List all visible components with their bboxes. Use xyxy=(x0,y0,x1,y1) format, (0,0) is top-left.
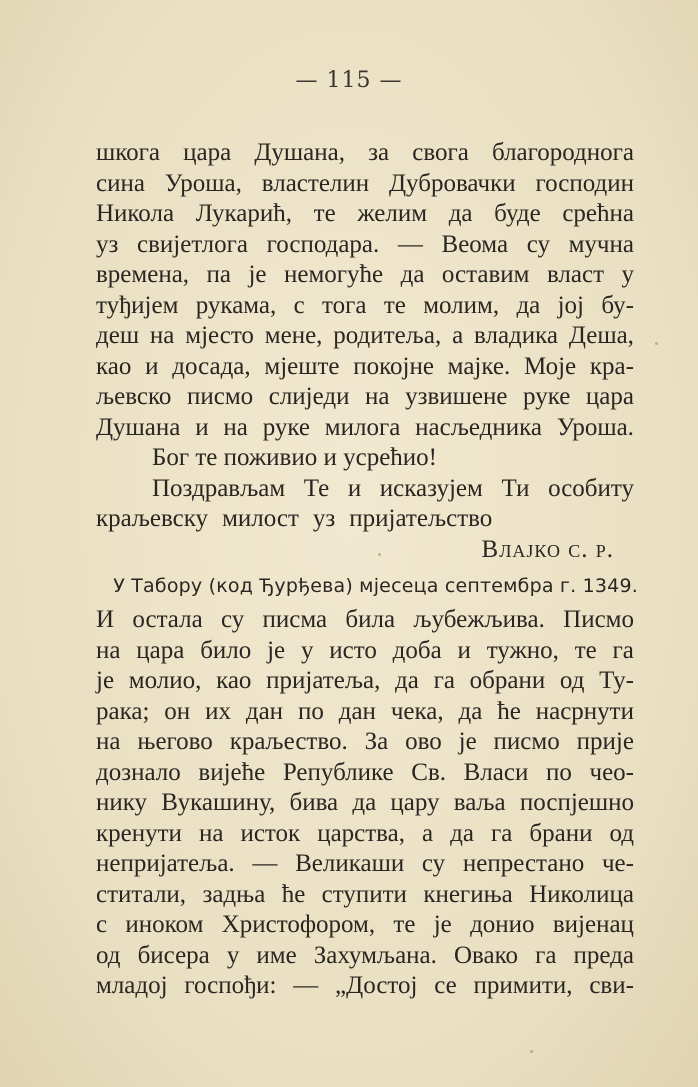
word: ће xyxy=(497,697,521,725)
word: и xyxy=(195,413,209,441)
word: госпођи: xyxy=(184,972,277,999)
text-line xyxy=(96,788,634,819)
word: И xyxy=(96,606,115,633)
word: да xyxy=(516,291,541,319)
text-line xyxy=(96,169,634,200)
word: бива xyxy=(289,789,339,816)
word: немогуће xyxy=(283,261,384,288)
word: Уроша. xyxy=(556,413,634,441)
word: свога xyxy=(412,139,469,166)
word: краљество. xyxy=(229,728,348,755)
letter-signature: Влајко с. р. xyxy=(481,535,614,563)
text-line xyxy=(96,199,634,230)
word: иноком xyxy=(125,911,204,938)
word: благороднога xyxy=(491,139,634,166)
word: — xyxy=(252,850,278,877)
word: Св. xyxy=(411,758,446,786)
text-line xyxy=(96,880,634,911)
word: љубежљива. xyxy=(413,606,545,633)
word: чео- xyxy=(589,758,634,786)
text-line xyxy=(96,504,634,535)
word: је xyxy=(96,667,115,694)
word: руке xyxy=(523,383,571,410)
word: буде xyxy=(494,200,541,227)
word: по xyxy=(545,758,572,786)
word: га xyxy=(612,636,634,664)
text-line xyxy=(96,971,634,1002)
word: господин xyxy=(535,169,634,197)
word: исто xyxy=(329,636,377,664)
word: насљедника xyxy=(415,413,542,441)
word: Душана, xyxy=(254,139,345,166)
word: да xyxy=(400,261,425,288)
letter-closing xyxy=(96,474,634,535)
word: љевско xyxy=(96,383,172,410)
text-line xyxy=(96,758,634,789)
word: вијенац xyxy=(552,911,634,938)
word: на xyxy=(198,819,224,847)
page-number: — 115 — xyxy=(295,68,403,93)
word: у xyxy=(621,261,634,288)
word: писмо xyxy=(493,728,560,755)
word: уз xyxy=(312,505,336,532)
word: молио, xyxy=(128,667,202,694)
word: пријатеља, xyxy=(266,667,381,694)
word: Деша, xyxy=(568,322,634,349)
word: господара. xyxy=(266,230,380,258)
word: ово xyxy=(405,728,442,755)
word: Великаши xyxy=(295,850,405,877)
text-line xyxy=(96,849,634,880)
word: била xyxy=(345,606,396,633)
word: је xyxy=(458,728,477,755)
word: цару xyxy=(390,789,440,816)
text-line xyxy=(96,291,634,322)
word: ступити xyxy=(321,880,407,908)
word: мјесто xyxy=(185,322,254,349)
word: у xyxy=(226,941,240,969)
word: туђијем xyxy=(96,291,179,319)
text-line xyxy=(96,474,634,505)
word: вијеће xyxy=(198,758,266,786)
word: га xyxy=(433,667,455,694)
text-line xyxy=(96,260,634,291)
letter-greeting: Бог те поживио и усрећио! xyxy=(152,444,437,471)
word: Те xyxy=(303,474,330,502)
word: било xyxy=(200,636,252,664)
word: сви- xyxy=(589,972,634,999)
word: и xyxy=(145,352,159,380)
text-line xyxy=(96,413,634,444)
word: а xyxy=(422,819,434,847)
word: Дубровачки xyxy=(389,169,516,197)
word: од xyxy=(609,819,634,847)
text-line xyxy=(96,941,634,972)
word: Уроша, xyxy=(164,169,242,197)
word: те xyxy=(574,636,597,664)
word: је xyxy=(267,636,286,664)
word: дознало xyxy=(96,758,181,786)
paper-speck xyxy=(378,553,381,556)
word: кнегиња xyxy=(423,880,513,908)
word: желим xyxy=(357,200,428,227)
word: да xyxy=(352,789,377,816)
word: милост xyxy=(222,505,299,532)
word: су xyxy=(526,230,550,258)
word: цара xyxy=(136,636,185,664)
text-line xyxy=(96,727,634,758)
word: а xyxy=(452,322,464,349)
paper-speck xyxy=(530,1050,533,1053)
word: Христофором, xyxy=(221,911,376,938)
word: руке xyxy=(262,413,310,441)
word: јој xyxy=(557,291,584,319)
word: уз xyxy=(96,230,119,258)
word: на xyxy=(223,413,248,441)
word: на xyxy=(365,383,390,410)
word: га xyxy=(491,819,513,847)
word: — xyxy=(293,972,319,999)
word: краљевску xyxy=(96,505,209,532)
word: Писмо xyxy=(563,606,634,633)
word: бу- xyxy=(601,291,634,319)
word: те xyxy=(313,200,336,227)
word: мјеште xyxy=(264,352,340,380)
word: да xyxy=(395,667,419,694)
text-line xyxy=(96,321,634,352)
word: чека, xyxy=(390,697,444,725)
word: па xyxy=(206,261,231,288)
word: Овако xyxy=(453,941,518,969)
word: шкога xyxy=(96,139,160,166)
word: деш xyxy=(96,322,140,349)
word: остала xyxy=(132,606,203,633)
word: и xyxy=(347,474,362,502)
word: срећна xyxy=(562,200,634,227)
word: примити, xyxy=(473,972,573,999)
word: исказујем xyxy=(379,474,483,502)
word: да xyxy=(450,819,474,847)
word: мене, xyxy=(264,322,323,349)
word: „Достој xyxy=(335,972,418,999)
word: и xyxy=(457,636,471,664)
word: Николица xyxy=(529,880,634,908)
word: Републике xyxy=(282,758,394,786)
word: слиједи xyxy=(268,383,350,410)
word: Моје xyxy=(523,352,577,380)
word: Веома xyxy=(441,230,509,258)
word: доба xyxy=(392,636,442,664)
word: кра- xyxy=(589,352,634,380)
word: у xyxy=(300,636,314,664)
word: сина xyxy=(96,169,145,197)
word: је xyxy=(433,911,452,938)
word: особиту xyxy=(548,474,634,502)
text-line xyxy=(96,605,634,636)
word: као xyxy=(216,667,252,694)
text-line xyxy=(96,352,634,383)
word: пријатељство xyxy=(349,505,493,532)
word: непријатеља. xyxy=(96,850,235,877)
narrative-body xyxy=(96,605,634,1002)
word: на xyxy=(96,636,121,664)
word: милога xyxy=(324,413,401,441)
word: дан xyxy=(338,697,376,725)
word: властелин xyxy=(261,169,370,197)
word: непрестано xyxy=(462,850,585,877)
word: молим, xyxy=(423,291,500,319)
word: времена, xyxy=(96,261,190,288)
word: за xyxy=(368,139,390,166)
word: тужно, xyxy=(486,636,559,664)
word: мучна xyxy=(568,230,634,258)
word: владика xyxy=(474,322,559,349)
word: су xyxy=(421,850,446,877)
word: насрнути xyxy=(535,697,634,725)
word: Ти xyxy=(501,474,530,502)
word: се xyxy=(434,972,457,999)
word: Поздрављам xyxy=(152,474,286,502)
word: брани xyxy=(529,819,593,847)
letter-body xyxy=(96,138,634,443)
word: — xyxy=(397,230,423,258)
letter-dateline: У Табору (код Ђурђева) мјесеца септембра г. 1349. xyxy=(113,574,638,597)
word: цара xyxy=(585,383,634,410)
word: на xyxy=(149,322,175,349)
word: Вукашину, xyxy=(161,789,276,816)
word: бисера xyxy=(137,941,210,969)
text-line xyxy=(96,819,634,850)
word: да xyxy=(448,200,473,227)
letter-block xyxy=(96,138,638,601)
word: че- xyxy=(601,850,634,877)
word: досада, xyxy=(172,352,251,380)
word: ваља xyxy=(453,789,506,816)
word: је xyxy=(248,261,267,288)
word: власт xyxy=(546,261,605,288)
word: свијетлога xyxy=(137,230,248,258)
word: нику xyxy=(96,789,148,816)
word: на xyxy=(96,728,121,755)
word: ститали, xyxy=(96,880,187,908)
paper-speck xyxy=(655,342,658,345)
word: прије xyxy=(576,728,634,755)
word: кренути xyxy=(96,819,182,847)
word: га xyxy=(535,941,557,969)
text-line xyxy=(96,636,634,667)
narrative-block xyxy=(96,605,634,1002)
word: писма xyxy=(262,606,328,633)
word: те xyxy=(383,291,406,319)
word: Власи xyxy=(463,758,529,786)
word: име xyxy=(256,941,297,969)
word: као xyxy=(96,352,132,380)
word: Душана xyxy=(96,413,181,441)
word: писмо xyxy=(186,383,254,410)
word: Захумљана. xyxy=(313,941,437,969)
word: Ту- xyxy=(599,667,634,694)
word: су xyxy=(220,606,245,633)
word: да xyxy=(458,697,483,725)
text-line xyxy=(96,230,634,261)
word: Никола xyxy=(96,200,175,227)
word: рукама, xyxy=(195,291,277,319)
text-line xyxy=(96,382,634,413)
word: он xyxy=(164,697,191,725)
word: узвишене xyxy=(405,383,508,410)
word: његово xyxy=(137,728,213,755)
word: царства, xyxy=(317,819,406,847)
text-line xyxy=(96,138,634,169)
word: преда xyxy=(573,941,634,969)
word: по xyxy=(297,697,324,725)
word: с xyxy=(293,291,305,319)
word: дан xyxy=(245,697,284,725)
word: Лукарић, xyxy=(195,200,293,227)
word: обрани xyxy=(469,667,546,694)
text-line xyxy=(96,697,634,728)
word: донио xyxy=(470,911,535,938)
text-line xyxy=(96,910,634,941)
word: их xyxy=(205,697,231,725)
word: од xyxy=(96,941,121,969)
word: задња xyxy=(202,880,266,908)
word: цара xyxy=(183,139,232,166)
word: мајке. xyxy=(447,352,511,380)
word: те xyxy=(393,911,416,938)
word: рака; xyxy=(96,697,150,725)
word: младој xyxy=(96,972,168,999)
word: покојне xyxy=(353,352,434,380)
text-line xyxy=(96,666,634,697)
word: родитеља, xyxy=(333,322,442,349)
word: ће xyxy=(281,880,306,908)
word: тога xyxy=(322,291,367,319)
word: За xyxy=(364,728,389,755)
word: од xyxy=(559,667,585,694)
word: с xyxy=(96,911,108,938)
word: оставим xyxy=(441,261,530,288)
word: поспјешно xyxy=(519,789,634,816)
word: исток xyxy=(240,819,301,847)
